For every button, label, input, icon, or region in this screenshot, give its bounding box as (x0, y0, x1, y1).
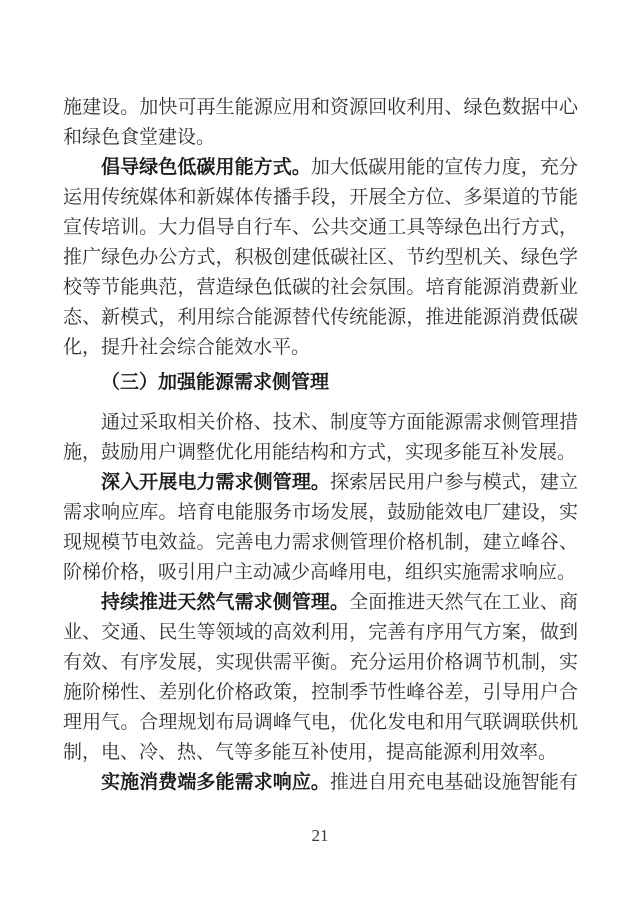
text-line (63, 498, 578, 528)
text-line (63, 243, 578, 273)
text-line (63, 273, 578, 303)
line-text: 施建设。加快可再生能源应用和资源回收利用、绿色数据中心 (63, 97, 578, 118)
line-text: 态、新模式，利用综合能源替代传统能源，推进能源消费低碳 (63, 307, 578, 328)
text-line (63, 708, 578, 738)
line-text: 施阶梯性、差别化价格政策，控制季节性峰谷差，引导用户合 (63, 682, 578, 703)
text-line (63, 648, 578, 678)
text-line (63, 468, 578, 498)
bold-lead: （三）加强能源需求侧管理 (101, 372, 330, 393)
line-text: 施，鼓励用户调整优化用能结构和方式，实现多能互补发展。 (63, 442, 577, 463)
line-text: 阶梯价格，吸引用户主动减少高峰用电，组织实施需求响应。 (63, 562, 577, 583)
text-line (63, 123, 578, 153)
bold-lead: 深入开展电力需求侧管理。 (101, 472, 330, 493)
section-heading (63, 368, 578, 398)
text-line (63, 408, 578, 438)
text-line (63, 303, 578, 333)
line-text: 全面推进天然气在工业、商 (349, 592, 578, 613)
line-text: 需求响应库。培育电能服务市场发展，鼓励能效电厂建设，实 (63, 502, 578, 523)
text-line (63, 738, 578, 768)
line-text: 制，电、冷、热、气等多能互补使用，提高能源利用效率。 (63, 742, 558, 763)
text-line (63, 768, 578, 798)
bold-lead: 倡导绿色低碳用能方式。 (101, 157, 311, 178)
text-line (63, 153, 578, 183)
text-line (63, 588, 578, 618)
line-text: 校等节能典范，营造绿色低碳的社会氛围。培育能源消费新业 (63, 277, 578, 298)
text-line (63, 528, 578, 558)
text-line (63, 438, 578, 468)
line-text: 推进自用充电基础设施智能有 (330, 772, 578, 793)
text-line (63, 183, 578, 213)
bold-lead: 持续推进天然气需求侧管理。 (101, 592, 350, 613)
page-number: 21 (311, 826, 329, 845)
line-text: 推广绿色办公方式，积极创建低碳社区、节约型机关、绿色学 (63, 247, 578, 268)
text-line (63, 333, 578, 363)
text-line (63, 213, 578, 243)
line-text: 业、交通、民生等领域的高效利用，完善有序用气方案，做到 (63, 622, 578, 643)
line-text: 现规模节电效益。完善电力需求侧管理价格机制，建立峰谷、 (63, 532, 578, 553)
line-text: 宣传培训。大力倡导自行车、公共交通工具等绿色出行方式， (63, 217, 578, 238)
line-text: 通过采取相关价格、技术、制度等方面能源需求侧管理措 (101, 412, 578, 433)
line-text: 和绿色食堂建设。 (63, 127, 216, 148)
text-line (63, 618, 578, 648)
line-text: 有效、有序发展，实现供需平衡。充分运用价格调节机制，实 (63, 652, 578, 673)
line-text: 化，提升社会综合能效水平。 (63, 337, 311, 358)
text-line (63, 678, 578, 708)
line-text: 加大低碳用能的宣传力度，充分 (310, 157, 578, 178)
text-block (63, 93, 578, 798)
line-text: 探索居民用户参与模式，建立 (330, 472, 578, 493)
text-line (63, 558, 578, 588)
line-text: 理用气。合理规划布局调峰气电，优化发电和用气联调联供机 (63, 712, 578, 733)
text-line (63, 93, 578, 123)
line-text: 运用传统媒体和新媒体传播手段，开展全方位、多渠道的节能 (63, 187, 578, 208)
bold-lead: 实施消费端多能需求响应。 (101, 772, 330, 793)
